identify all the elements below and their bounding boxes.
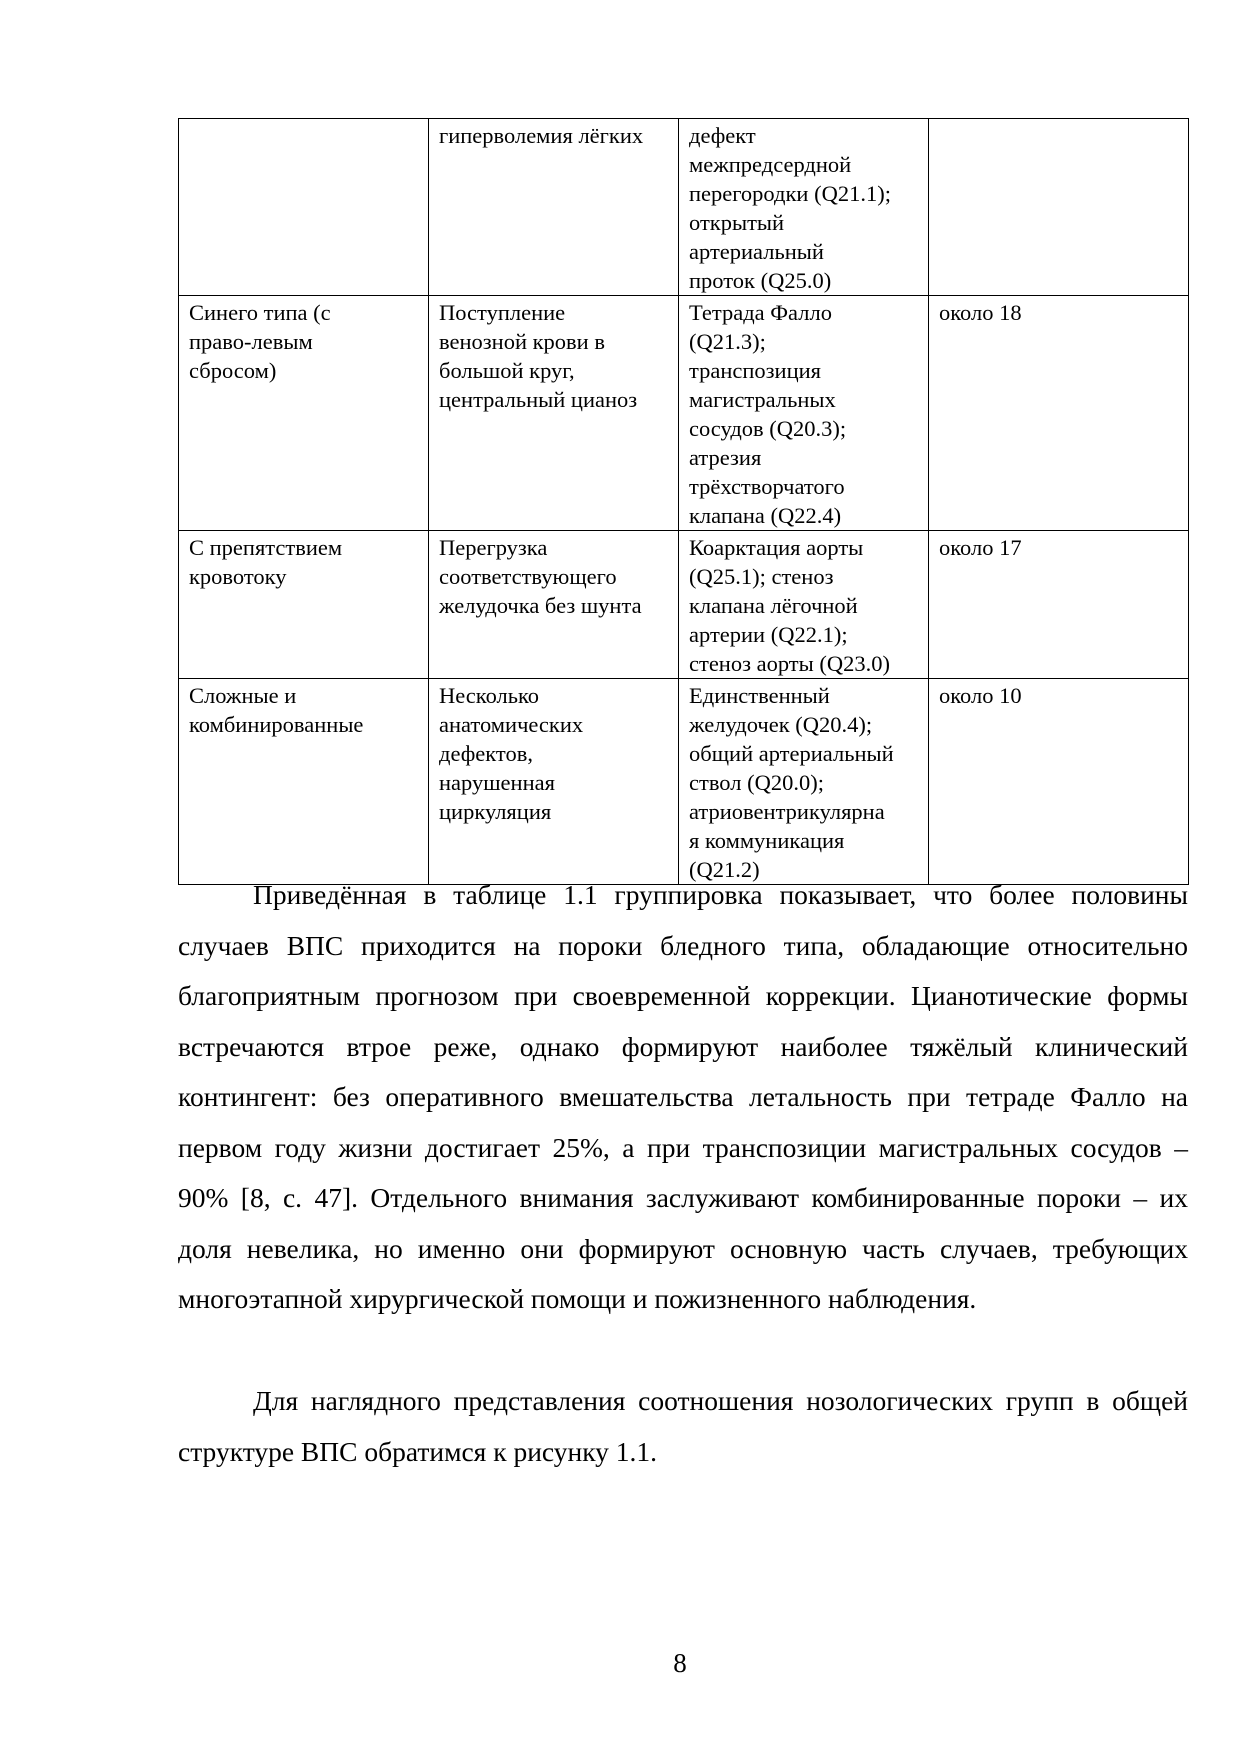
table-cell-examples: Единственный желудочек (Q20.4); общий артериальный ствол (Q20.0); атриовентрикулярна я коммуникация (Q21.2) [679, 679, 929, 885]
table-cell-mechanism: Перегрузка соответствующего желудочка без шунта [429, 531, 679, 679]
table-cell-share: около 17 [929, 531, 1189, 679]
table-cell-mechanism: Несколько анатомических дефектов, нарушенная циркуляция [429, 679, 679, 885]
table-cell-type [179, 119, 429, 296]
page-number: 8 [673, 1648, 687, 1678]
table-cell-type: С препятствием кровотоку [179, 531, 429, 679]
body-paragraph: Для наглядного представления соотношения нозологических групп в общей структуре ВПС обратимся к рисунку 1.1. [178, 1385, 1188, 1467]
table-row [179, 296, 1189, 531]
table-cell-share: около 10 [929, 679, 1189, 885]
table-row [179, 531, 1189, 679]
table-cell-mechanism: гиперволемия лёгких [429, 119, 679, 296]
table-cell-examples: Тетрада Фалло (Q21.3); транспозиция магистральных сосудов (Q20.3); атрезия трёхстворчатого клапана (Q22.4) [679, 296, 929, 531]
table-cell-mechanism: Поступление венозной крови в большой круг, центральный цианоз [429, 296, 679, 531]
table-row [179, 679, 1189, 885]
vps-classification-table [178, 118, 1189, 885]
body-paragraph: Приведённая в таблице 1.1 группировка показывает, что более половины случаев ВПС приходится на пороки бледного типа, обладающие относительно благоприятным прогнозом при своевременной коррекции. Цианотические формы встречаются втрое реже, однако формируют наиболее тяжёлый клинический контингент: без оперативного вмешательства летальность при тетраде Фалло на первом году жизни достигает 25%, а при транспозиции магистральных сосудов – 90% [8, с. 47]. Отдельного внимания заслуживают комбинированные пороки – их доля невелика, но именно они формируют основную часть случаев, требующих многоэтапной хирургической помощи и пожизненного наблюдения. [178, 879, 1188, 1314]
table-row [179, 119, 1189, 296]
table-cell-share: около 18 [929, 296, 1189, 531]
table-cell-examples: дефект межпредсердной перегородки (Q21.1); открытый артериальный проток (Q25.0) [679, 119, 929, 296]
table-cell-share [929, 119, 1189, 296]
table-cell-type: Сложные и комбинированные [179, 679, 429, 885]
table-cell-examples: Коарктация аорты (Q25.1); стеноз клапана лёгочной артерии (Q22.1); стеноз аорты (Q23.0) [679, 531, 929, 679]
table-cell-type: Синего типа (с право-левым сбросом) [179, 296, 429, 531]
